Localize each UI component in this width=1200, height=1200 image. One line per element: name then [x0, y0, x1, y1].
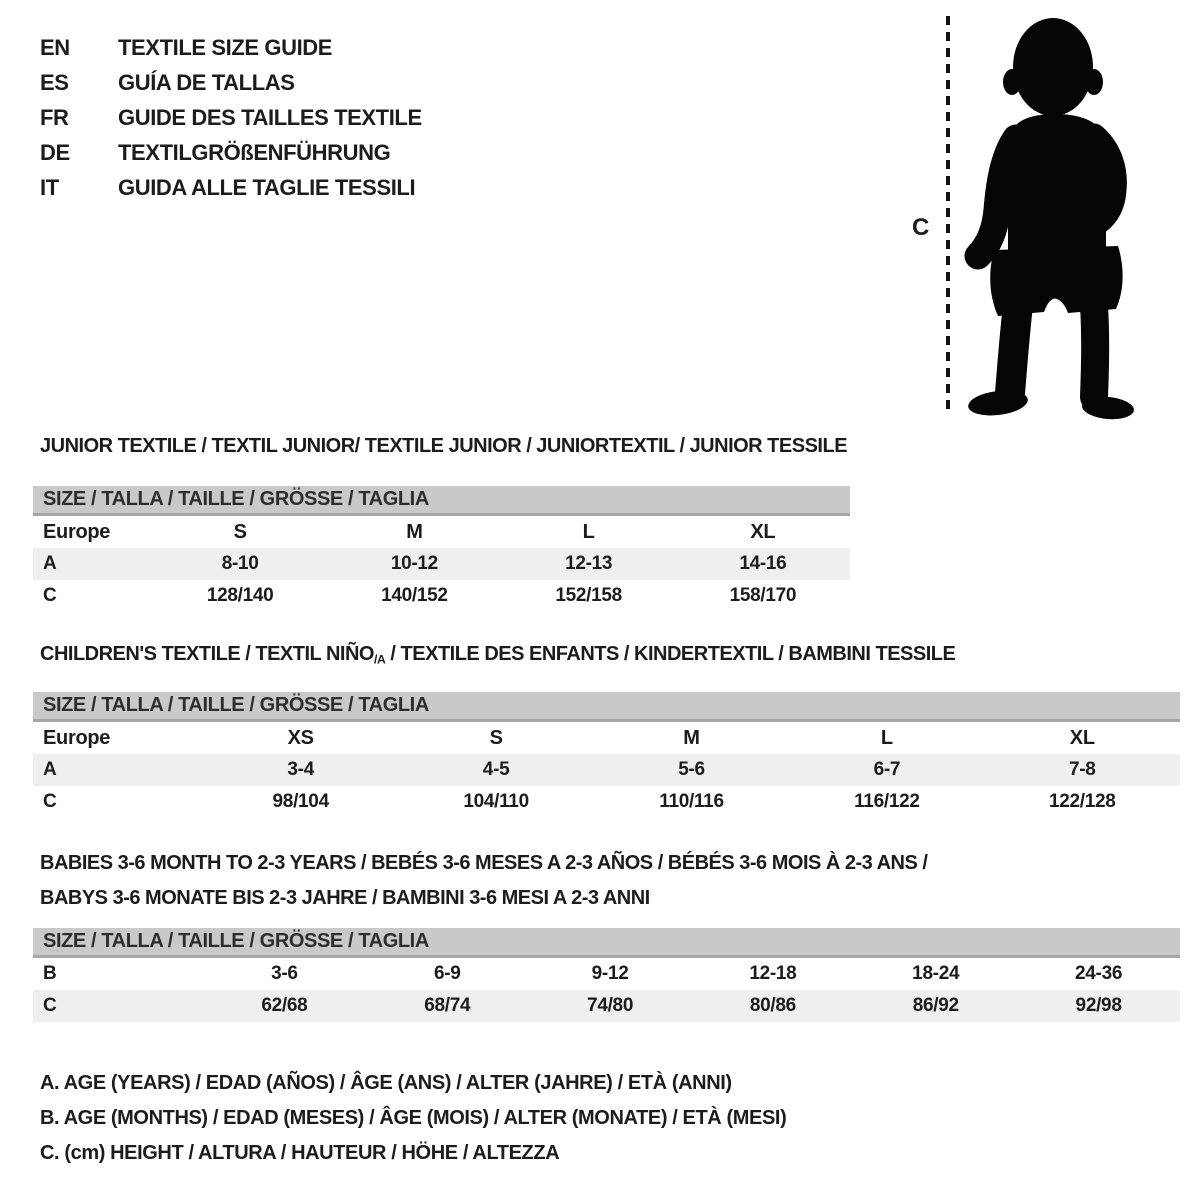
- cell: 68/74: [366, 990, 529, 1022]
- table-row-columns: [33, 722, 1180, 754]
- cell: L: [582, 520, 595, 543]
- junior-section-title: JUNIOR TEXTILE / TEXTIL JUNIOR/ TEXTILE JUNIOR / JUNIORTEXTIL / JUNIOR TESSILE: [40, 435, 848, 457]
- cell: M: [683, 726, 700, 749]
- language-header: [40, 30, 422, 205]
- table-row-age: [33, 754, 1180, 786]
- cell: 74/80: [529, 990, 692, 1022]
- table-row-height: [33, 786, 1180, 818]
- cell: 158/170: [729, 585, 797, 606]
- table-row-months: [33, 958, 1180, 990]
- cell: 6-9: [433, 963, 461, 984]
- children-size-table: [33, 692, 1180, 818]
- lang-row-de: [40, 135, 422, 170]
- cell: 98/104: [272, 791, 329, 812]
- cell: 5-6: [594, 754, 789, 786]
- cell: 122/128: [1048, 791, 1116, 812]
- cell: 12-13: [502, 548, 676, 580]
- lang-code: FR: [40, 105, 69, 130]
- babies-section-title: [40, 846, 927, 916]
- cell: S: [233, 520, 247, 543]
- table-row-height: [33, 580, 850, 612]
- cell: L: [880, 726, 893, 749]
- lang-title: GUIDA ALLE TAGLIE TESSILI: [118, 175, 416, 200]
- junior-size-table: [33, 486, 850, 612]
- children-section-title: [40, 643, 955, 666]
- junior-table: [33, 516, 850, 612]
- cell: 4-5: [398, 754, 593, 786]
- cell: 62/68: [203, 990, 366, 1022]
- cell: 9-12: [591, 963, 629, 984]
- cell: 18-24: [912, 963, 960, 984]
- lang-code: EN: [40, 35, 70, 60]
- cell: 104/110: [463, 791, 529, 812]
- height-measure-dashed-line: [946, 16, 950, 416]
- cell: C: [43, 791, 57, 812]
- height-measure-label: C: [912, 214, 930, 241]
- cell: 8-10: [153, 548, 327, 580]
- children-table: [33, 722, 1180, 818]
- cell: 14-16: [676, 548, 850, 580]
- children-title-suffix: / TEXTILE DES ENFANTS / KINDERTEXTIL / BAMBINI TESSILE: [385, 643, 956, 665]
- cell: 6-7: [789, 754, 984, 786]
- babies-table: [33, 958, 1180, 1022]
- cell: Europe: [43, 520, 111, 543]
- size-table-header: SIZE / TALLA / TAILLE / GRÖSSE / TAGLIA: [33, 692, 1180, 722]
- lang-title: GUIDE DES TAILLES TEXTILE: [118, 105, 422, 130]
- cell: 7-8: [985, 754, 1180, 786]
- lang-title: GUÍA DE TALLAS: [118, 70, 295, 95]
- size-table-header: SIZE / TALLA / TAILLE / GRÖSSE / TAGLIA: [33, 486, 850, 516]
- lang-title: TEXTILE SIZE GUIDE: [118, 35, 333, 60]
- cell: 3-6: [271, 963, 298, 984]
- babies-size-table: [33, 928, 1180, 1022]
- babies-title-line2: BABYS 3-6 MONATE BIS 2-3 JAHRE / BAMBINI 3-6 MESI A 2-3 ANNI: [40, 887, 650, 909]
- size-table-header: SIZE / TALLA / TAILLE / GRÖSSE / TAGLIA: [33, 928, 1180, 958]
- children-title-prefix: CHILDREN'S TEXTILE / TEXTIL NIÑO: [40, 643, 374, 665]
- cell: B: [43, 963, 57, 984]
- cell: 24-36: [1075, 963, 1123, 984]
- legend-line-b: B. AGE (MONTHS) / EDAD (MESES) / ÂGE (MOIS) / ALTER (MONATE) / ETÀ (MESI): [40, 1107, 787, 1129]
- cell: 92/98: [1017, 990, 1180, 1022]
- cell: A: [33, 754, 203, 786]
- cell: A: [33, 548, 153, 580]
- cell: XS: [287, 726, 314, 749]
- cell: C: [43, 585, 57, 606]
- cell: 128/140: [206, 585, 274, 606]
- lang-code: ES: [40, 70, 69, 95]
- babies-title-line1: BABIES 3-6 MONTH TO 2-3 YEARS / BEBÉS 3-6 MESES A 2-3 AÑOS / BÉBÉS 3-6 MOIS À 2-3 ANS /: [40, 852, 928, 874]
- table-row-height: [33, 990, 1180, 1022]
- cell: 10-12: [327, 548, 501, 580]
- cell: 116/122: [854, 791, 920, 812]
- cell: 140/152: [381, 585, 448, 606]
- cell: XL: [1069, 726, 1095, 749]
- cell: 3-4: [203, 754, 398, 786]
- cell: S: [489, 726, 503, 749]
- table-row-age: [33, 548, 850, 580]
- cell: 80/86: [691, 990, 854, 1022]
- lang-row-fr: [40, 100, 422, 135]
- lang-row-it: [40, 170, 422, 205]
- legend: [40, 1066, 786, 1171]
- cell: XL: [750, 520, 776, 543]
- lang-code: DE: [40, 140, 70, 165]
- legend-line-a: A. AGE (YEARS) / EDAD (AÑOS) / ÂGE (ANS) / ALTER (JAHRE) / ETÀ (ANNI): [40, 1072, 732, 1094]
- toddler-silhouette-icon: [956, 10, 1146, 425]
- lang-row-en: [40, 30, 422, 65]
- cell: C: [33, 990, 203, 1022]
- legend-line-c: C. (cm) HEIGHT / ALTURA / HAUTEUR / HÖHE / ALTEZZA: [40, 1142, 560, 1164]
- cell: 12-18: [749, 963, 797, 984]
- lang-title: TEXTILGRÖßENFÜHRUNG: [118, 140, 391, 165]
- lang-row-es: [40, 65, 422, 100]
- cell: M: [406, 520, 423, 543]
- children-title-subscript: /A: [373, 652, 386, 667]
- cell: 152/158: [555, 585, 622, 606]
- cell: Europe: [43, 726, 111, 749]
- table-row-columns: [33, 516, 850, 548]
- cell: 86/92: [854, 990, 1017, 1022]
- lang-code: IT: [40, 175, 59, 200]
- cell: 110/116: [659, 791, 724, 812]
